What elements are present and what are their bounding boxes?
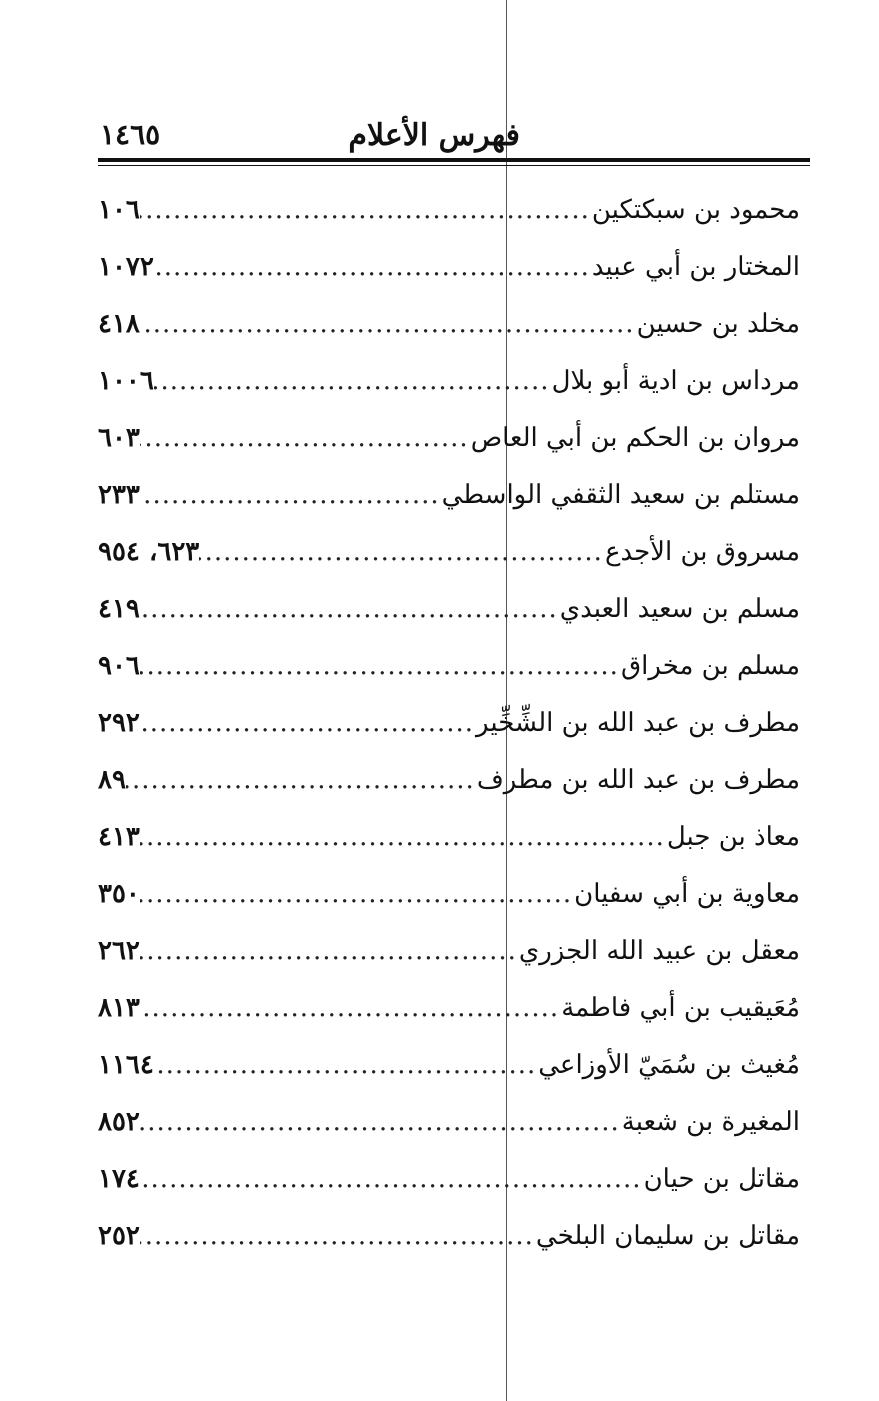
leader-dots — [140, 1221, 536, 1251]
leader-dots — [140, 423, 471, 453]
entry-name: معقل بن عبيد الله الجزري — [518, 935, 800, 966]
entry-name: مروان بن الحكم بن أبي العاص — [470, 422, 800, 453]
leader-dots — [140, 651, 621, 681]
entry-pages: ٢٦٢ — [98, 935, 140, 966]
leader-dots — [140, 993, 561, 1023]
index-entry — [98, 352, 800, 409]
entry-pages: ١٠٦ — [98, 194, 140, 225]
index-entry — [98, 1093, 800, 1150]
leader-dots — [140, 1107, 622, 1137]
index-entry — [98, 1150, 800, 1207]
entry-pages: ١١٦٤ — [98, 1049, 154, 1080]
entry-pages: ٤١٨ — [98, 308, 140, 339]
entry-name: مرداس بن ادية أبو بلال — [551, 365, 800, 396]
page-title: فهرس الأعلام — [348, 118, 520, 153]
leader-dots — [140, 822, 667, 852]
leader-dots — [199, 537, 605, 567]
index-entry — [98, 466, 800, 523]
entry-name: مُغيث بن سُمَيّ الأوزاعي — [538, 1049, 800, 1080]
entry-name: مسلم بن سعيد العبدي — [559, 593, 800, 624]
index-entry — [98, 181, 800, 238]
index-list — [98, 181, 800, 1264]
entry-pages: ١٠٧٢ — [98, 251, 154, 282]
entry-name: مطرف بن عبد الله بن مطرف — [476, 764, 800, 795]
entry-pages: ٦٢٣، ٩٥٤ — [98, 536, 200, 567]
index-entry — [98, 580, 800, 637]
entry-pages: ٢٥٢ — [98, 1220, 140, 1251]
entry-name: المغيرة بن شعبة — [621, 1106, 800, 1137]
entry-name: مسروق بن الأجدع — [604, 536, 800, 567]
index-entry — [98, 865, 800, 922]
entry-name: مطرف بن عبد الله بن الشِّخِّير — [476, 707, 800, 738]
entry-name: مقاتل بن حيان — [643, 1163, 800, 1194]
entry-name: مقاتل بن سليمان البلخي — [535, 1220, 800, 1251]
leader-dots — [140, 195, 592, 225]
index-entry — [98, 979, 800, 1036]
entry-name: مخلد بن حسين — [636, 308, 800, 339]
entry-name: محمود بن سبكتكين — [591, 194, 800, 225]
index-entry — [98, 1036, 800, 1093]
leader-dots — [154, 366, 552, 396]
index-entry — [98, 637, 800, 694]
entry-pages: ٤١٩ — [98, 593, 140, 624]
entry-pages: ٩٠٦ — [98, 650, 140, 681]
index-entry — [98, 751, 800, 808]
entry-pages: ٢٣٣ — [98, 479, 140, 510]
leader-dots — [154, 252, 592, 282]
leader-dots — [140, 879, 574, 909]
index-entry — [98, 922, 800, 979]
leader-dots — [140, 1164, 644, 1194]
entry-name: مستلم بن سعيد الثقفي الواسطي — [441, 479, 800, 510]
leader-dots — [140, 480, 442, 510]
index-entry — [98, 409, 800, 466]
entry-pages: ٤١٣ — [98, 821, 140, 852]
leader-dots — [140, 309, 637, 339]
entry-name: مُعَيقيب بن أبي فاطمة — [561, 992, 800, 1023]
leader-dots — [140, 936, 519, 966]
entry-name: مسلم بن مخراق — [620, 650, 800, 681]
entry-pages: ١٠٠٦ — [98, 365, 154, 396]
entry-name: معاذ بن جبل — [666, 821, 800, 852]
entry-pages: ٢٩٢ — [98, 707, 140, 738]
header-rule-thick — [98, 158, 810, 162]
leader-dots — [140, 594, 560, 624]
entry-pages: ٨١٣ — [98, 992, 140, 1023]
leader-dots — [140, 708, 476, 738]
entry-pages: ٨٥٢ — [98, 1106, 140, 1137]
header-rule-thin — [98, 165, 810, 166]
leader-dots — [126, 765, 477, 795]
page-number: ١٤٦٥ — [100, 118, 161, 151]
entry-pages: ٦٠٣ — [98, 422, 140, 453]
index-entry — [98, 808, 800, 865]
page-header — [100, 112, 810, 156]
index-entry — [98, 1207, 800, 1264]
entry-name: المختار بن أبي عبيد — [591, 251, 800, 282]
entry-name: معاوية بن أبي سفيان — [574, 878, 800, 909]
index-entry — [98, 295, 800, 352]
leader-dots — [154, 1050, 538, 1080]
index-entry — [98, 238, 800, 295]
entry-pages: ٨٩ — [98, 764, 126, 795]
entry-pages: ١٧٤ — [98, 1163, 140, 1194]
entry-pages: ٣٥٠ — [98, 878, 140, 909]
index-entry — [98, 694, 800, 751]
index-entry — [98, 523, 800, 580]
